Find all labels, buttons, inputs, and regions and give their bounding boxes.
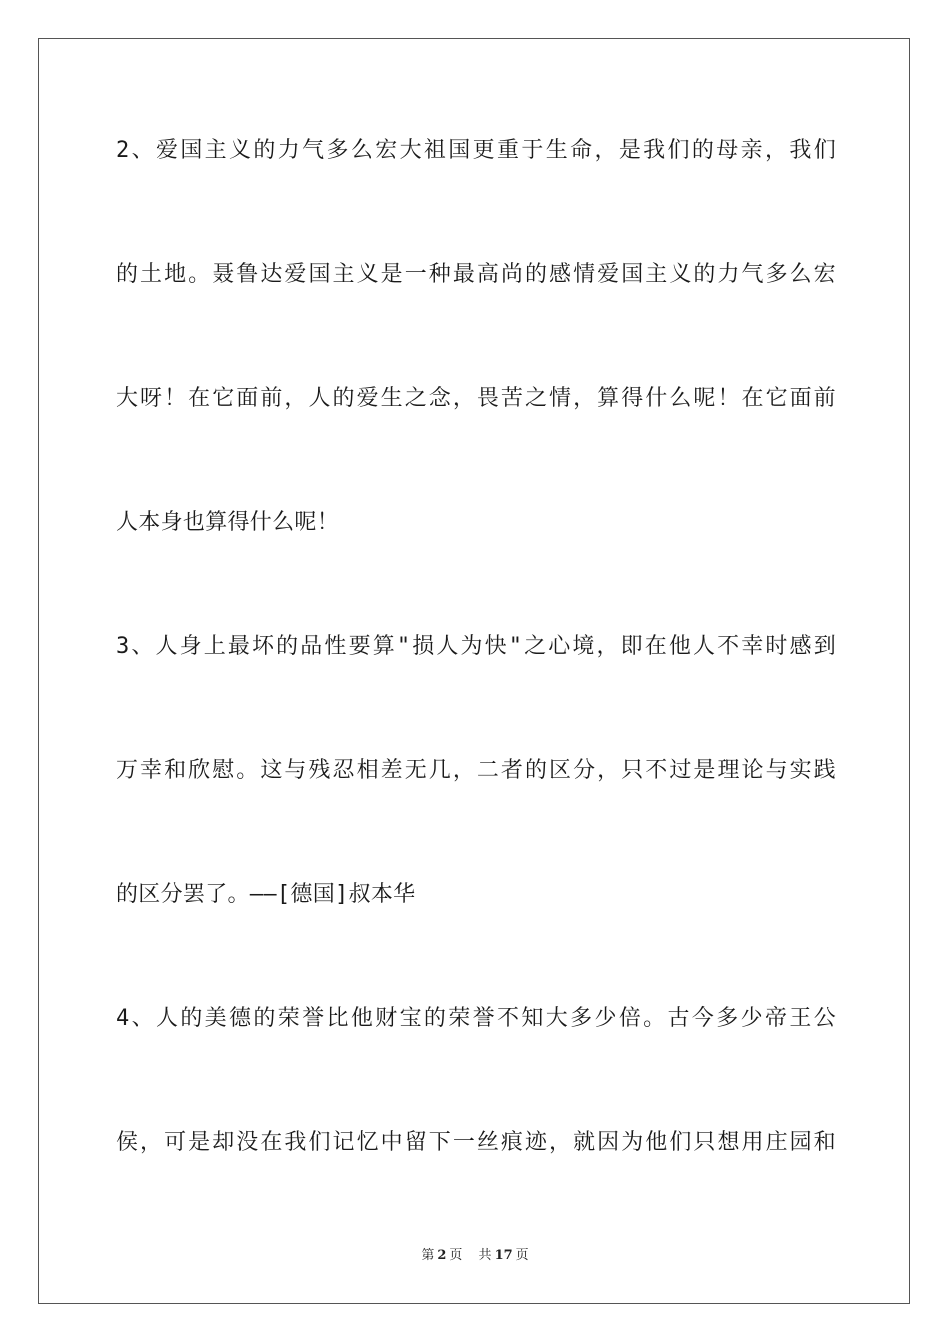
page-footer (0, 1244, 950, 1263)
text-line: 的土地。聂鲁达爱国主义是一种最高尚的感情爱国主义的力气多么宏 (116, 262, 836, 287)
page-suffix: 页 (449, 1248, 463, 1263)
text-line: 侯，可是却没在我们记忆中留下一丝痕迹，就因为他们只想用庄园和 (116, 1130, 836, 1155)
text-line: 2、爱国主义的力气多么宏大祖国更重于生命，是我们的母亲，我们 (116, 138, 836, 163)
total-suffix: 页 (515, 1248, 529, 1263)
total-prefix: 共 (478, 1248, 492, 1263)
text-line: 的区分罢了。——[德国]叔本华 (116, 882, 416, 907)
total-indicator (476, 1248, 532, 1263)
page-prefix: 第 (421, 1248, 435, 1263)
page-number: 2 (437, 1248, 447, 1263)
text-line: 人本身也算得什么呢！ (116, 510, 340, 535)
page-border (38, 38, 910, 1304)
total-pages: 17 (494, 1248, 513, 1263)
text-line: 3、人身上最坏的品性要算"损人为快"之心境，即在他人不幸时感到 (116, 634, 836, 659)
page-indicator (418, 1248, 465, 1263)
text-line: 大呀！在它面前，人的爱生之念，畏苦之情，算得什么呢！在它面前 (116, 386, 836, 411)
text-line: 万幸和欣慰。这与残忍相差无几，二者的区分，只不过是理论与实践 (116, 758, 836, 783)
text-line: 4、人的美德的荣誉比他财宝的荣誉不知大多少倍。古今多少帝王公 (116, 1006, 836, 1031)
